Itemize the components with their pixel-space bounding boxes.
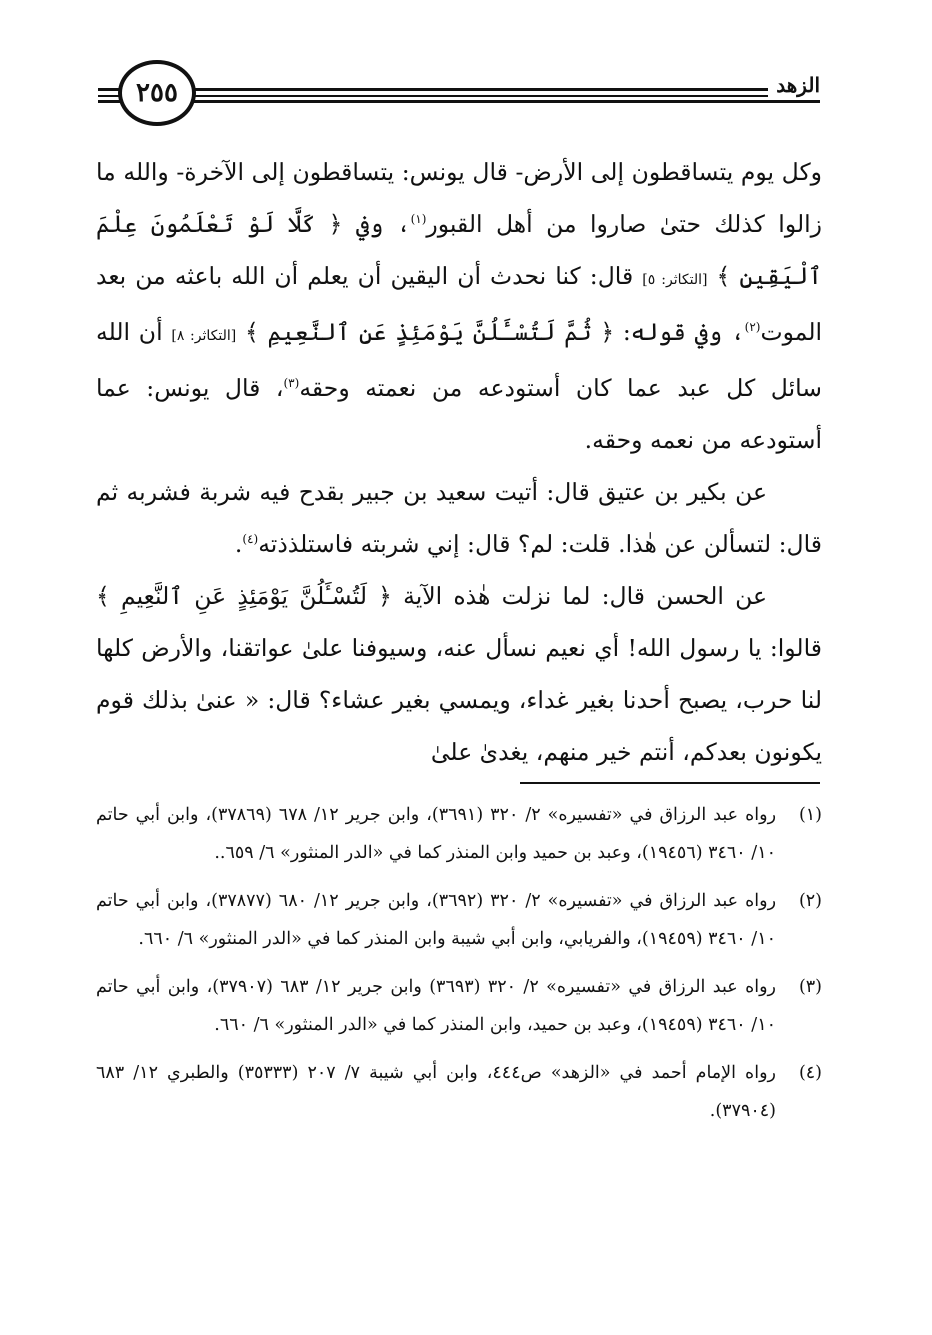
paragraph-text: ، وفي ﴿ كَلَّا لَوْ تَعْلَمُونَ عِلْمَ ٱلْيَقِينِ ﴾: [96, 210, 823, 290]
header-rule: [98, 95, 820, 97]
quran-reference: [التكاثر: ٨]: [171, 328, 237, 344]
page-header: [98, 58, 820, 132]
footnote-marker[interactable]: (١): [410, 212, 427, 227]
footnote-marker[interactable]: (٣): [283, 376, 300, 391]
paragraph-text: .: [234, 530, 243, 558]
paragraph-text: عن بكير بن عتيق قال: أتيت سعيد بن جبير بقدح فيه شربة فشربه ثم قال: لتسألن عن هٰذا. قلت: لم؟ قال: إني شربته فاستلذذته: [96, 478, 822, 558]
paragraph-text: ، وفي قوله: ﴿ ثُمَّ لَتُسْـَٔلُنَّ يَوْمَئِذٍ عَنِ ٱلنَّعِيمِ ﴾: [236, 318, 745, 346]
paragraph-3: عن الحسن قال: لما نزلت هٰذه الآية ﴿ لَتُسْـَٔلُنَّ يَوْمَئِذٍ عَنِ ٱلنَّعِيمِ ﴾ قالوا: يا رسول الله! أي نعيم نسأل عنه، وسيوفنا علىٰ عواتقنا، والأرض كلها لنا حرب، يصبح أحدنا بغير غداء، ويمسي بغير عشاء؟ قال: « عنىٰ بذلك قوم يكونون بعدكم، أنتم خير منهم، يغدىٰ علىٰ: [96, 582, 822, 766]
footnote-number: (١): [798, 805, 822, 825]
footnote-separator: [520, 782, 820, 784]
footnote-item: [96, 968, 822, 1044]
footnote-number: (٤): [798, 1063, 822, 1083]
paragraph-1: [96, 146, 822, 466]
page-number: ٢٥٥: [118, 60, 196, 126]
footnote-text: رواه عبد الرزاق في «تفسيره» ٢/ ٣٢٠ (٣٦٩٢)، وابن جرير ١٢/ ٦٨٠ (٣٧٨٧٧)، وابن أبي حاتم ١٠/ ٣٤٦٠ (١٩٤٥٩)، والفريابي، وابن أبي شيبة وابن المنذر كما في «الدر المنثور» ٦/ ٦٦٠.: [96, 891, 777, 949]
footnote-item: [96, 796, 822, 872]
footnotes: [96, 796, 822, 1140]
footnote-text: رواه عبد الرزاق في «تفسيره» ٢/ ٣٢٠ (٣٦٩١)، وابن جرير ١٢/ ٦٧٨ (٣٧٨٦٩)، وابن أبي حاتم ١٠/ ٣٤٦٠ (١٩٤٥٦)، وعبد بن حميد وابن المنذر كما في «الدر المنثور» ٦/ ٦٥٩..: [96, 805, 777, 863]
running-title: الزهد: [768, 72, 820, 98]
paragraph-text: قال: كنا نحدث أن اليقين أن يعلم أن الله باعثه من بعد الموت: [96, 262, 823, 346]
footnote-number: (٢): [798, 891, 822, 911]
paragraph-2: [96, 466, 822, 570]
footnote-item: [96, 882, 822, 958]
header-rule: [98, 88, 820, 91]
footnote-text: رواه عبد الرزاق في «تفسيره» ٢/ ٣٢٠ (٣٦٩٣) وابن جرير ١٢/ ٦٨٣ (٣٧٩٠٧)، وابن أبي حاتم ١٠/ ٣٤٦٠ (١٩٤٥٩)، وعبد بن حميد، وابن المنذر كما في «الدر المنثور» ٦/ ٦٦٠.: [96, 977, 777, 1035]
footnote-marker[interactable]: (٢): [744, 320, 761, 335]
footnote-number: (٣): [798, 977, 822, 997]
paragraph-text: ، قال يونس: عما أستودعه من نعمه وحقه.: [96, 374, 822, 454]
quran-reference: [التكاثر: ٥]: [642, 272, 708, 288]
main-text: [96, 146, 822, 778]
footnote-text: رواه الإمام أحمد في «الزهد» ص٤٤٤، وابن أبي شيبة ٧/ ٢٠٧ (٣٥٣٣٣) والطبري ١٢/ ٦٨٣ (٣٧٩٠٤).: [96, 1063, 776, 1121]
paragraph-text: وكل يوم يتساقطون إلى الأرض- قال يونس: يتساقطون إلى الآخرة- والله ما زالوا كذلك حتىٰ صاروا من أهل القبور: [96, 158, 822, 238]
header-rule: [98, 100, 820, 103]
footnote-marker[interactable]: (٤): [242, 532, 259, 547]
footnote-item: [96, 1054, 822, 1130]
paragraph-text: أن الله سائل كل عبد عما كان أستودعه من نعمته وحقه: [96, 318, 822, 402]
